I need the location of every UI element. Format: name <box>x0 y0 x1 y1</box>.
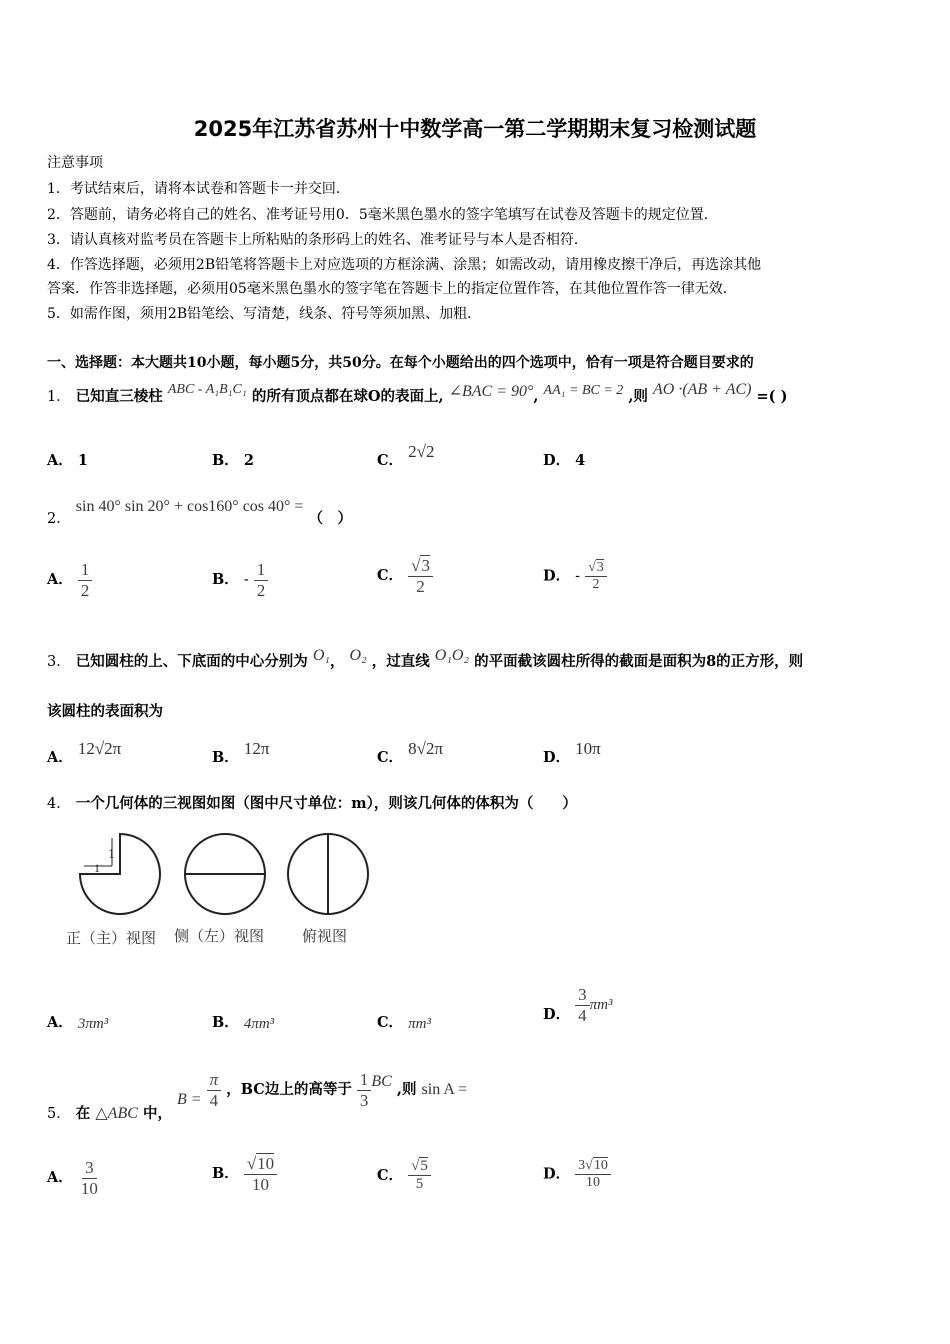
option-label: B． <box>212 1014 239 1031</box>
math-triangle: △ABC <box>95 1105 138 1123</box>
question-text: ，过直线 <box>371 653 430 670</box>
option-label: D． <box>543 452 571 469</box>
option-label: B． <box>212 749 239 766</box>
option-d[interactable] <box>543 739 601 767</box>
question-text: ，BC边上的高等于 <box>226 1081 352 1099</box>
fraction: $\frac{√3}{2}$ <box>408 556 433 596</box>
option-value: 4 <box>575 452 586 469</box>
option-value: 1 <box>77 452 88 469</box>
option-value: 12√2π <box>77 739 122 758</box>
fraction: $\frac{1}{2}$ <box>254 560 269 600</box>
caption-top-view: 俯视图 <box>302 927 348 945</box>
fraction: $\frac{1}{3}$ <box>357 1070 372 1110</box>
math-angle: ∠BAC = 90° <box>448 383 534 400</box>
separator: ， <box>329 653 345 670</box>
question-text: 一个几何体的三视图如图（图中尺寸单位：m），则该几何体的体积为（ ） <box>75 795 577 812</box>
option-b[interactable] <box>212 739 270 767</box>
question-text: 已知圆柱的上、下底面的中心分别为 <box>75 653 308 670</box>
math-expression: sin 40° sin 20° + cos160° cos 40° = <box>75 498 304 515</box>
option-value: 4πm³ <box>243 1016 275 1032</box>
option-label: C． <box>377 1014 404 1031</box>
option-label: A． <box>47 749 73 766</box>
option-a[interactable] <box>47 1011 108 1032</box>
question-number: 4． <box>47 796 71 812</box>
fraction: $\frac{3}{10}$ <box>80 1158 98 1198</box>
question-4 <box>47 792 577 813</box>
question-text: ,则 <box>628 388 648 405</box>
option-label: D． <box>543 1006 571 1024</box>
section-heading: 一、选择题：本大题共10小题，每小题5分，共50分。在每个小题给出的四个选项中，恰有一项是符合题目要求的 <box>47 355 754 371</box>
option-b[interactable] <box>212 1011 274 1032</box>
page-title: 2025年江苏省苏州十中数学高一第二学期期末复习检测试题 <box>193 117 757 141</box>
fraction: $\frac{3}{4}$ <box>575 985 590 1025</box>
math-prism: ABC - A₁B₁C₁ <box>167 382 247 397</box>
question-text: 中， <box>142 1105 172 1123</box>
option-b[interactable] <box>212 449 254 470</box>
option-value: 2√2 <box>408 442 435 461</box>
option-c[interactable] <box>377 442 435 470</box>
option-value: 3πm³ <box>77 1016 109 1032</box>
option-label: C． <box>377 452 404 469</box>
option-b[interactable] <box>212 1154 277 1194</box>
dimension-label: 1 <box>94 861 100 875</box>
option-d[interactable] <box>543 1158 611 1191</box>
option-label: A． <box>47 571 73 589</box>
math-expression: AO ·(AB + AC) <box>652 381 752 398</box>
fraction: $\frac{√10}{10}$ <box>244 1154 277 1194</box>
question-text: 在 <box>75 1105 91 1123</box>
option-d[interactable] <box>543 449 585 470</box>
option-label: A． <box>47 1169 73 1187</box>
option-label: D． <box>543 1165 571 1183</box>
option-label: B． <box>212 1165 239 1183</box>
math-ask: sin A = <box>421 1081 468 1099</box>
option-label: B． <box>212 571 239 589</box>
option-c[interactable] <box>377 556 433 596</box>
option-b[interactable]: B． - $\frac{1}{2}$ <box>212 560 268 600</box>
option-label: B． <box>212 452 239 469</box>
question-3-continued: 该圆柱的表面积为 <box>47 703 163 720</box>
question-5: 5． 在 △ABC 中， B = $\frac{\pi}{4}$ ，BC边上的高等于 $\frac{1}{3}$ BC ,则 sin A = <box>47 1070 468 1123</box>
note-item: 5．如需作图，须用2B铅笔绘、写清楚，线条、符号等须加黑、加粗． <box>47 306 482 322</box>
fraction: $\frac{\pi}{4}$ <box>207 1070 222 1110</box>
option-value: 10π <box>575 739 601 758</box>
question-text: 的平面截该圆柱所得的截面是面积为8的正方形，则 <box>474 653 804 670</box>
option-label: C． <box>377 1166 404 1184</box>
question-1 <box>47 381 788 406</box>
option-d[interactable]: D． - $\frac{√3}{2}$ <box>543 560 607 593</box>
note-item: 答案．作答非选择题，必须用05毫米黑色墨水的签字笔在答题卡上的指定位置作答，在其他位置作答一律无效． <box>47 281 737 297</box>
question-text: ,则 <box>396 1081 417 1099</box>
fraction: $\frac{√3}{2}$ <box>585 560 607 593</box>
fraction: $\frac{1}{2}$ <box>78 560 93 600</box>
question-number: 3． <box>47 654 71 670</box>
answer-paren: （ ） <box>308 510 352 527</box>
option-a[interactable] <box>47 449 88 470</box>
question-number: 1． <box>47 389 71 405</box>
option-label: D． <box>543 567 571 585</box>
question-text: 的所有顶点都在球O的表面上, <box>251 388 444 405</box>
math-o2: O₂ <box>349 647 367 664</box>
option-a[interactable] <box>47 1158 101 1198</box>
math-o1: O₁ <box>312 647 330 664</box>
option-value: 12π <box>243 739 270 758</box>
notes-heading: 注意事项 <box>47 155 103 171</box>
note-item: 1．考试结束后，请将本试卷和答题卡一并交回． <box>47 181 350 197</box>
option-c[interactable] <box>377 1158 431 1194</box>
question-3 <box>47 647 804 671</box>
fraction: $\frac{√5}{5}$ <box>408 1158 431 1194</box>
question-number: 5． <box>47 1106 71 1123</box>
option-value: 8√2π <box>408 739 444 758</box>
question-text: 已知直三棱柱 <box>75 388 163 405</box>
math-o1o2: O₁O₂ <box>434 647 470 664</box>
option-value: 2 <box>243 452 254 469</box>
separator: , <box>533 388 539 405</box>
option-label: D． <box>543 749 571 766</box>
fraction: $\frac{3√10}{10}$ <box>575 1158 611 1191</box>
answer-paren: =( ) <box>756 388 788 405</box>
option-value: πm³ <box>408 1016 431 1032</box>
caption-front-view: 正（主）视图 <box>66 929 157 947</box>
math-edges: AA₁ = BC = 2 <box>543 383 624 398</box>
caption-side-view: 侧（左）视图 <box>174 927 265 945</box>
option-c[interactable] <box>377 739 444 767</box>
three-view-figure <box>62 826 382 952</box>
option-d[interactable]: D． $\frac{3}{4}$ πm³ <box>543 985 613 1025</box>
question-2 <box>47 495 352 527</box>
option-label: A． <box>47 1014 73 1031</box>
note-item: 4．作答选择题，必须用2B铅笔将答题卡上对应选项的方框涂满、涂黑；如需改动，请用橡皮擦干净后，再选涂其他 <box>47 257 762 273</box>
option-label: C． <box>377 749 404 766</box>
option-a[interactable] <box>47 739 122 767</box>
option-label: A． <box>47 452 73 469</box>
option-a[interactable] <box>47 560 92 600</box>
option-c[interactable] <box>377 1011 431 1032</box>
option-label: C． <box>377 567 404 585</box>
note-item: 3．请认真核对监考员在答题卡上所粘贴的条形码上的姓名、准考证号与本人是否相符． <box>47 232 588 248</box>
question-number: 2． <box>47 511 71 527</box>
dimension-label: 1 <box>108 847 115 862</box>
note-item: 2．答题前，请务必将自己的姓名、准考证号用0．5毫米黑色墨水的签字笔填写在试卷及答题卡的规定位置． <box>47 207 718 223</box>
math-angle: B = <box>177 1091 202 1109</box>
